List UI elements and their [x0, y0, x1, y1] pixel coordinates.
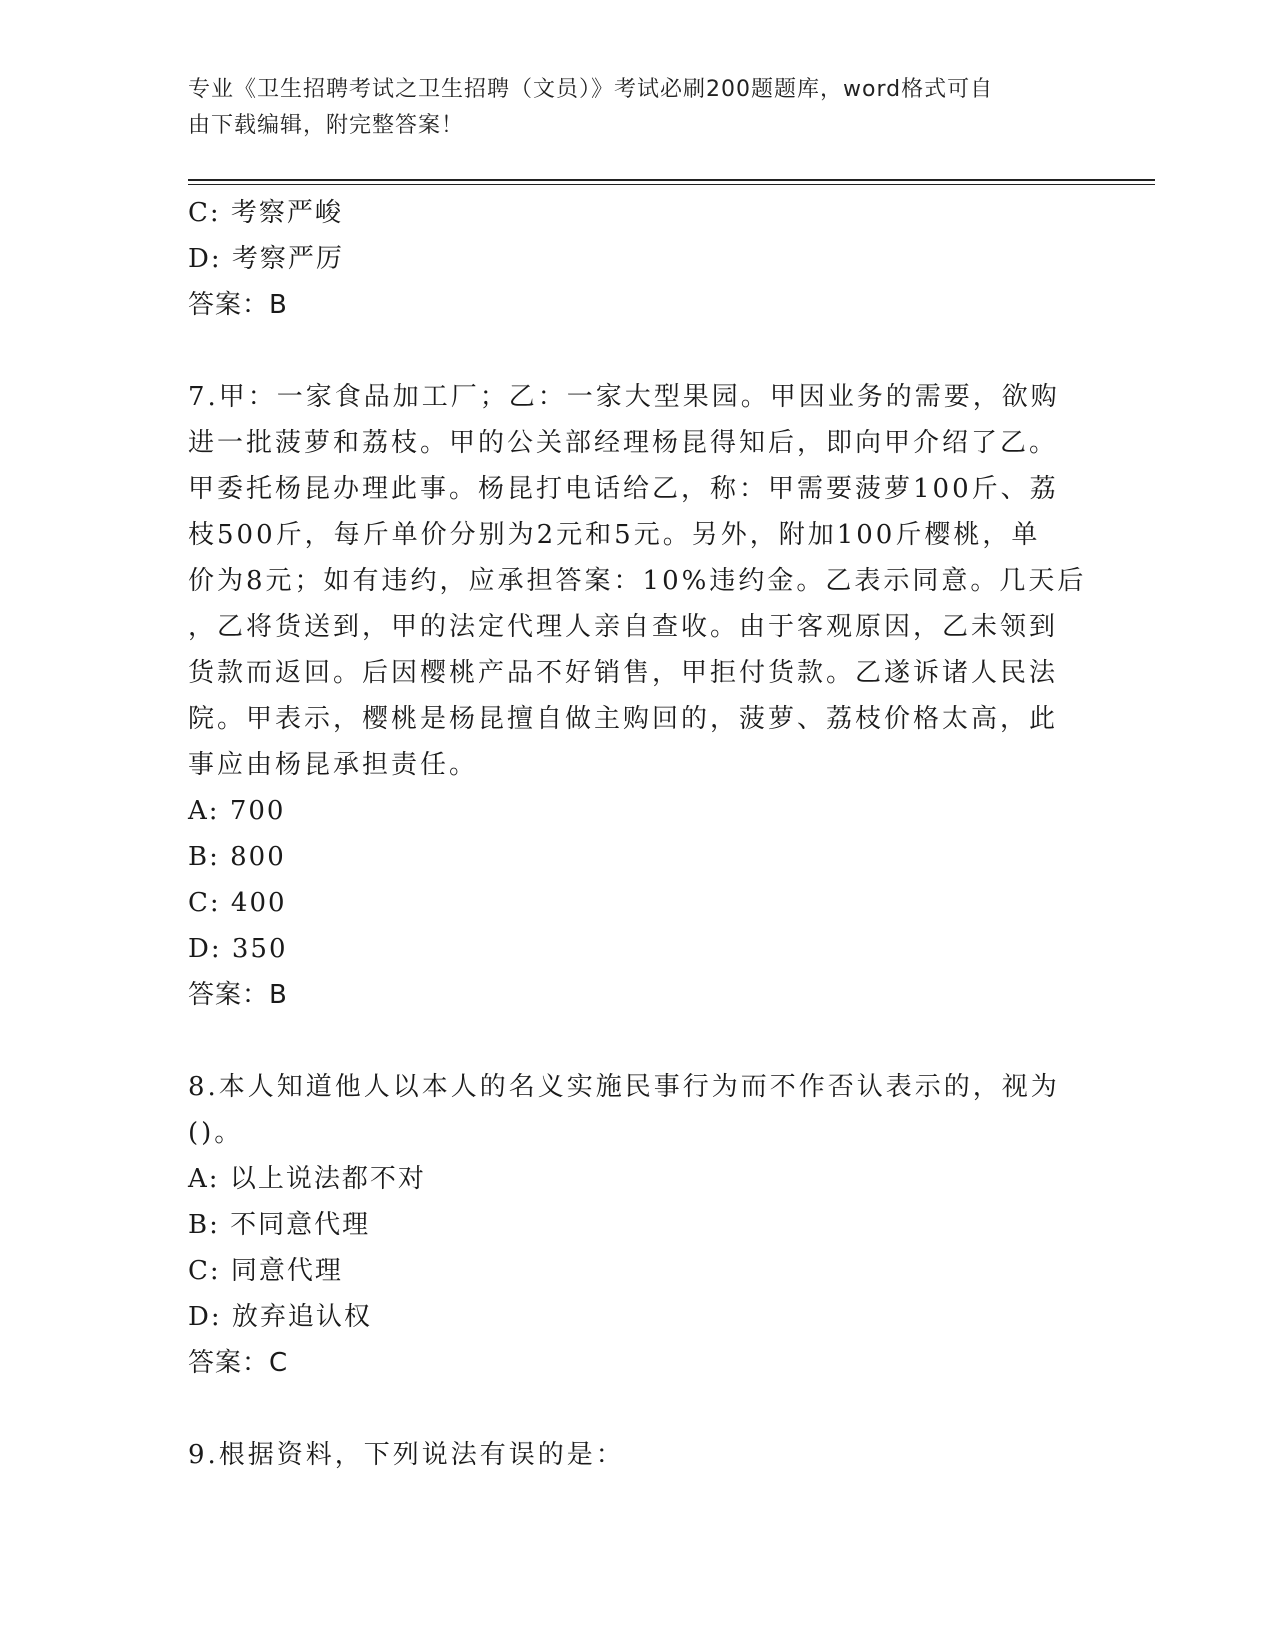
question-line: 8.本人知道他人以本人的名义实施民事行为而不作否认表示的，视为: [188, 1072, 1060, 1102]
answer-line: 答案：C: [188, 1348, 289, 1378]
page-header: [188, 72, 1068, 144]
option-d: D: 考察严厉: [188, 244, 344, 274]
option-c: C: 考察严峻: [188, 198, 343, 228]
question-line: 事应由杨昆承担责任。: [188, 750, 479, 780]
content-body: [188, 190, 1087, 1478]
question-9: [188, 1432, 1068, 1478]
question-line: 枝500斤，每斤单价分别为2元和5元。另外，附加100斤樱桃，单: [188, 520, 1041, 550]
question-text: [188, 1432, 1068, 1478]
option-b: B: 不同意代理: [188, 1210, 371, 1240]
question-line: ，乙将货送到，甲的法定代理人亲自查收。由于客观原因，乙未领到: [188, 612, 1059, 642]
option-c: C: 400: [188, 888, 287, 918]
header-line-1: 专业《卫生招聘考试之卫生招聘（文员）》考试必刷200题题库，word格式可自: [188, 77, 994, 102]
option-c: C: 同意代理: [188, 1256, 343, 1286]
question-line: ()。: [188, 1118, 244, 1148]
header-line-2: 由下载编辑，附完整答案！: [188, 113, 465, 138]
question-line: 院。甲表示，樱桃是杨昆擅自做主购回的，菠萝、荔枝价格太高，此: [188, 704, 1059, 734]
header-rule-thick: [188, 179, 1155, 181]
option-a: A: 以上说法都不对: [188, 1164, 426, 1194]
option-d: D: 350: [188, 934, 288, 964]
question-line: 甲委托杨昆办理此事。杨昆打电话给乙，称：甲需要菠萝100斤、荔: [188, 474, 1059, 504]
answer-line: 答案：B: [188, 980, 288, 1010]
question-line: 7.甲：一家食品加工厂；乙：一家大型果园。甲因业务的需要，欲购: [188, 382, 1060, 412]
question-line: 货款而返回。后因樱桃产品不好销售，甲拒付货款。乙遂诉诸人民法: [188, 658, 1059, 688]
question-line: 9.根据资料，下列说法有误的是：: [188, 1440, 625, 1470]
question-text: [188, 374, 1087, 788]
question-8: [188, 1064, 1068, 1386]
answer-line: 答案：B: [188, 290, 288, 320]
question-line: 价为8元；如有违约，应承担答案：10%违约金。乙表示同意。几天后: [188, 566, 1087, 596]
option-b: B: 800: [188, 842, 286, 872]
option-a: A: 700: [188, 796, 286, 826]
header-rule-thin: [188, 184, 1155, 185]
question-7: [188, 374, 1087, 1018]
question-line: 进一批菠萝和荔枝。甲的公关部经理杨昆得知后，即向甲介绍了乙。: [188, 428, 1059, 458]
question-text: [188, 1064, 1068, 1156]
prev-question: [188, 190, 1068, 328]
option-d: D: 放弃追认权: [188, 1302, 372, 1332]
